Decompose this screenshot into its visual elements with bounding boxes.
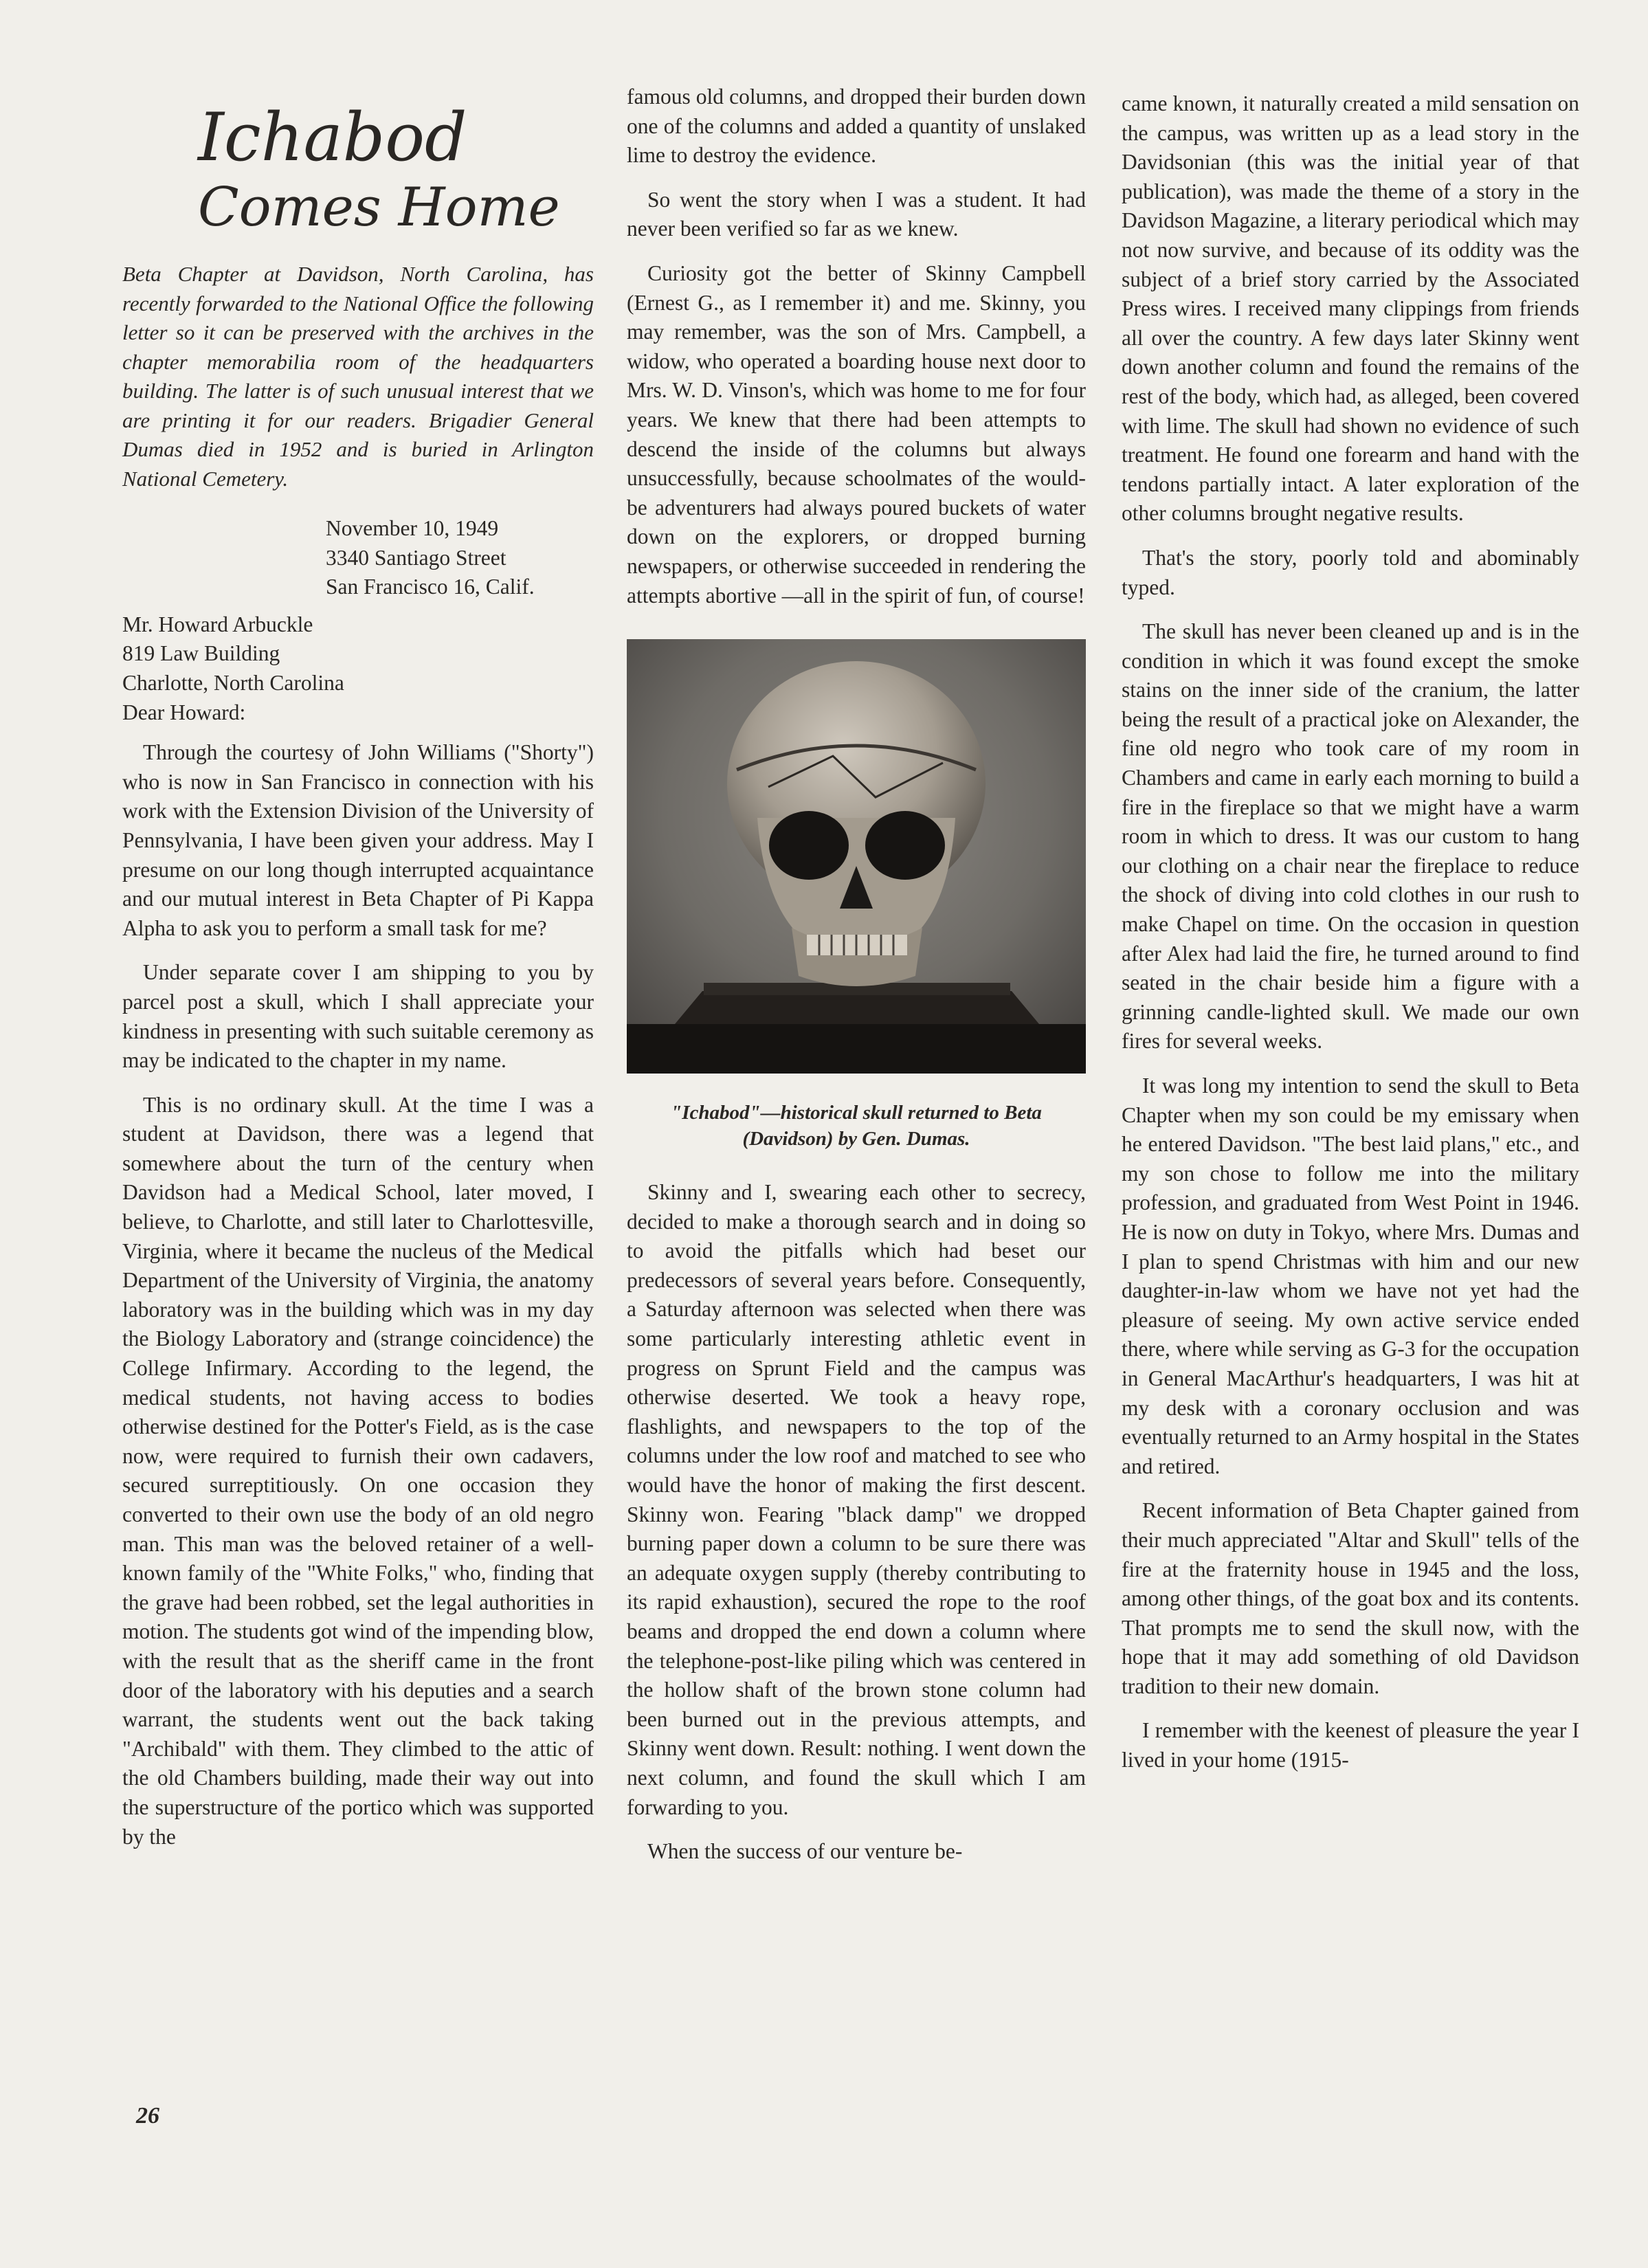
recipient-name: Mr. Howard Arbuckle (122, 612, 313, 636)
letter-paragraph-2: Under separate cover I am shipping to you by parcel post a skull, which I shall appreciate your kindness in presenting with such suitable ceremony as may be indicated to the chapter in my name. (122, 960, 594, 1073)
column-3 (1122, 89, 1579, 1775)
letter-paragraph-6: Skinny and I, swearing each other to secrecy, decided to make a thorough search and in doing so to avoid the pitfalls which had beset our predecessors of several years before. Consequently, a Saturday afternoon was selected when there was some particularly interesting athletic event in progress on Sprunt Field and the campus was otherwise deserted. We took a heavy rope, flashlights, and newspapers to the top of the columns under the low roof and matched to see who would have the honor of making the first descent. Skinny won. Fearing "black damp" we dropped burning paper down a column to be sure there was an adequate oxygen supply (thereby contributing to its rapid exhaustion), secured the rope to the roof beams and dropped the end down a column where the telephone-post-like piling which was centered in the hollow shaft of the brown stone column had been burned out in the previous attempts, and Skinny went down. Result: nothing. I went down the next column, and found the skull which I am forwarding to you. (627, 1180, 1086, 1819)
letter-paragraph-7-end: came known, it naturally created a mild sensation on the campus, was written up as a lead story in the Davidsonian (this was the initial year of that publication), was made the theme of a story in the Davidson Magazine, a literary periodical which may not now survive, and because of its oddity was the subject of a brief story carried by the Associated Press wires. I received many clippings from friends all over the country. A few days later Skinny went down another column and found the remains of the rest of the body, which had, as alleged, been covered with lime. The skull had shown no evidence of such treatment. He found one forearm and hand with the tendons partially intact. A later exploration of the other columns brought negative results. (1122, 91, 1579, 526)
letter-paragraph-8: That's the story, poorly told and abominably typed. (1122, 545, 1579, 599)
recipient-address (122, 610, 594, 727)
letter-paragraph-1: Through the courtesy of John Williams ("Shorty") who is now in San Francisco in connection with his work with the Extension Division of the University of Pennsylvania, I have been given your address. May I presume on our long though interrupted acquaintance and our mutual interest in Beta Chapter of Pi Kappa Alpha to ask you to perform a small task for me? (122, 740, 594, 940)
salutation: Dear Howard: (122, 700, 246, 724)
column-2 (627, 82, 1086, 1867)
article-title (122, 99, 594, 242)
editor-intro: Beta Chapter at Davidson, North Carolina, has recently forwarded to the National Office the following letter so it can be preserved with the archives in the chapter memorabilia room of the headquarters building. The latter is of such unusual interest that we are printing it for our readers. Brigadier General Dumas died in 1952 and is buried in Arlington National Cemetery. (122, 262, 594, 491)
letter-paragraph-3-start: This is no ordinary skull. At the time I was a student at Davidson, there was a legend that somewhere about the turn of the century when Davidson had a Medical School, later moved, I believe, to Charlotte, and still later to Charlottesville, Virginia, where it became the nucleus of the Medical Department of the University of Virginia, the anatomy laboratory was in the building which was in my day the Biology Laboratory and (strange coincidence) the College Infirmary. According to the legend, the medical students, not having access to bodies otherwise destined for the Potter's Field, as is the case now, were required to furnish their own cadavers, secured surreptitiously. On one occasion they converted to their own use the body of an old negro man. This man was the beloved retainer of a well-known family of the "White Folks," who, finding that the grave had been robbed, set the legal authorities in motion. The students got wind of the impending blow, with the result that as the sheriff came in the front door of the laboratory with his deputies and a search warrant, the students went out the back taking "Archibald" with them. They climbed to the attic of the old Chambers building, made their way out into the superstructure of the portico which was supported by the (122, 1092, 594, 1849)
recipient-city: Charlotte, North Carolina (122, 670, 344, 695)
column-1 (122, 89, 594, 1852)
recipient-building: 819 Law Building (122, 641, 280, 666)
sender-address (326, 514, 594, 602)
sender-street: 3340 Santiago Street (326, 545, 506, 570)
skull-photo (627, 639, 1086, 1074)
letter-paragraph-11: Recent information of Beta Chapter gained from their much appreciated "Altar and Skull" tells of the fire at the fraternity house in 1945 and the loss, among other things, of the goat box and its contents. That prompts me to send the skull now, with the hope that it may add something of old Davidson tradition to their new domain. (1122, 1498, 1579, 1698)
letter-paragraph-4: So went the story when I was a student. It had never been verified so far as we knew. (627, 187, 1086, 241)
title-line-2: Comes Home (198, 177, 560, 238)
letter-date: November 10, 1949 (326, 516, 499, 540)
title-line-1: Ichabod (198, 99, 467, 176)
letter-paragraph-9: The skull has never been cleaned up and is in the condition in which it was found except the smoke stains on the inner side of the cranium, the latter being the result of a practical joke on Alexander, the fine old negro who took care of my room in Chambers and came in early each morning to build a fire in the fireplace so that we might have a warm room in which to dress. It was our custom to hang our clothing on a chair near the fireplace to reduce the shock of diving into cold clothes in our rush to make Chapel on time. On the occasion in question after Alex had laid the fire, he turned around to find seated in the chair beside him a figure with a grinning candle-lighted skull. We made our own fires for several weeks. (1122, 619, 1579, 1054)
letter-paragraph-12: I remember with the keenest of pleasure the year I lived in your home (1915- (1122, 1718, 1579, 1772)
letter-paragraph-5: Curiosity got the better of Skinny Campbell (Ernest G., as I remember it) and me. Skinny, you may remember, was the son of Mrs. Campbell, a widow, who operated a boarding house next door to Mrs. W. D. Vinson's, which was home to me for four years. We knew that there had been attempts to descend the inside of the columns but always unsuccessfully, because schoolmates of the would-be adventurers had always poured buckets of water down on the explorers, or dropped burning newspapers, or otherwise succeeded in rendering the attempts abortive —all in the spirit of fun, of course! (627, 260, 1086, 608)
photo-caption: "Ichabod"—historical skull returned to Beta (Davidson) by Gen. Dumas. (671, 1102, 1042, 1150)
letter-paragraph-7-start: When the success of our venture be- (647, 1839, 963, 1864)
page-number: 26 (136, 2103, 159, 2128)
skull-image (627, 639, 1086, 1074)
letter-paragraph-3-end: famous old columns, and dropped their burden down one of the columns and added a quantity of unslaked lime to destroy the evidence. (627, 85, 1086, 168)
sender-city: San Francisco 16, Calif. (326, 575, 535, 599)
letter-paragraph-10: It was long my intention to send the skull to Beta Chapter when my son could be my emissary when he entered Davidson. "The best laid plans," etc., and my son chose to follow me into the military profession, and graduated from West Point in 1946. He is now on duty in Tokyo, where Mrs. Dumas and I plan to spend Christmas with him and our new daughter-in-law whom we have not yet had the pleasure of seeing. My own active service ended there, where while serving as G-3 for the occupation in General MacArthur's headquarters, I was hit at my desk with a coronary occlusion and was eventually returned to an Army hospital in the States and retired. (1122, 1074, 1579, 1478)
